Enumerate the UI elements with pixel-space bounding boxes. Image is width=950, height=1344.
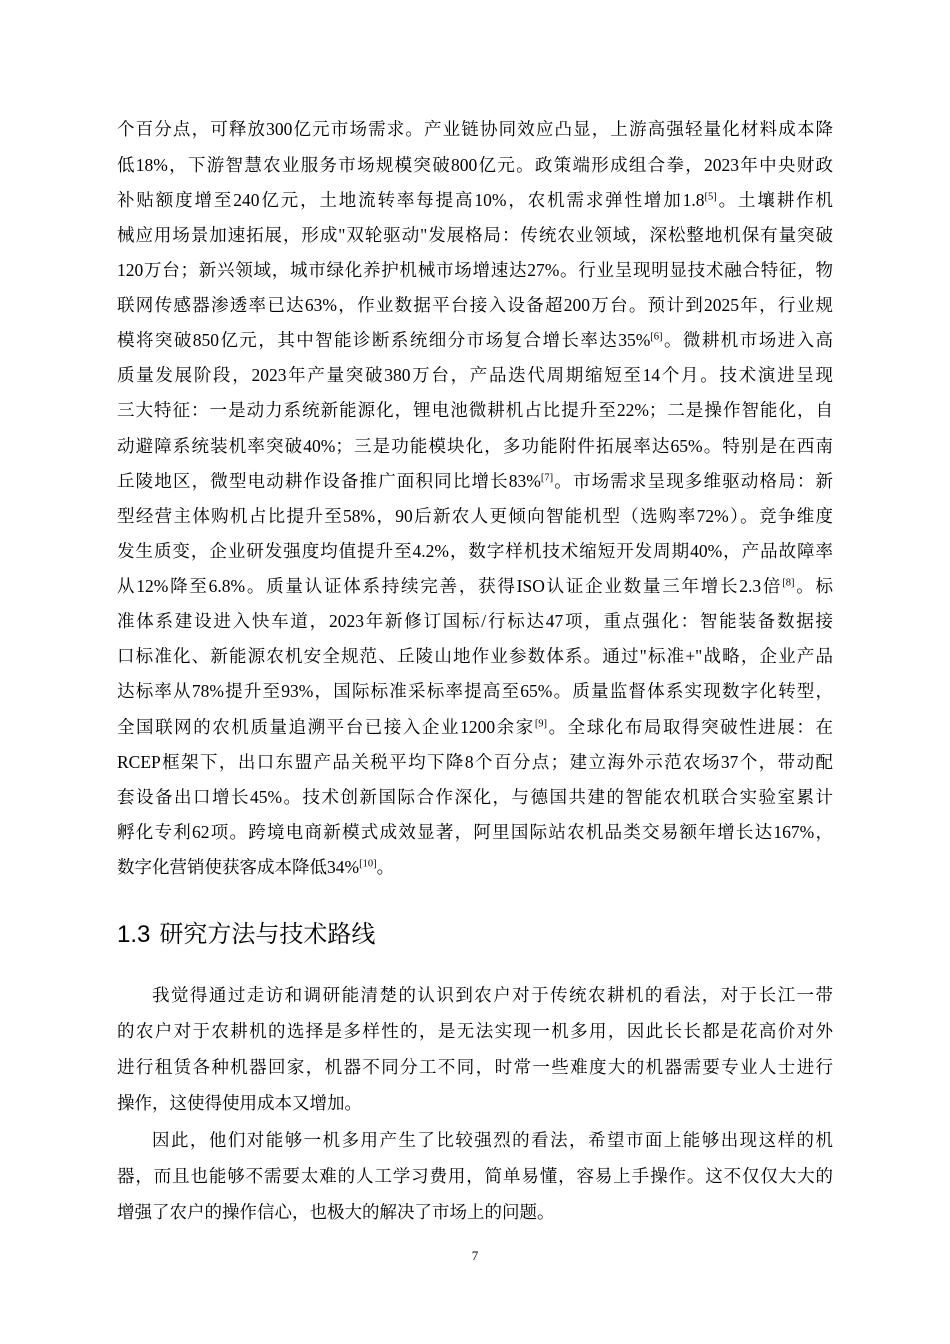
paragraph-line: 械应用场景加速拓展，形成"双轮驱动"发展格局：传统农业领域，深松整地机保有量突破 bbox=[117, 224, 833, 245]
paragraph-line: 器，而且也能够不需要太难的人工学习费用，简单易懂，容易上手操作。这不仅仅大大的 bbox=[117, 1165, 833, 1186]
line-text: 丘陵地区，微型电动耕作设备推广面积同比增长83% bbox=[117, 470, 541, 491]
paragraph-line: 三大特征：一是动力系统新能源化，锂电池微耕机占比提升至22%；二是操作智能化，自 bbox=[117, 400, 833, 421]
line-text: 从12%降至6.8%。质量认证体系持续完善，获得ISO认证企业数量三年增长2.3倍 bbox=[117, 576, 783, 597]
paragraph-line: 低18%，下游智慧农业服务市场规模突破800亿元。政策端形成组合拳，2023年中央财政 bbox=[117, 154, 833, 175]
line-text: 数字化营销使获客成本降低34% bbox=[117, 857, 360, 878]
line-text: 全国联网的农机质量追溯平台已接入企业1200余家 bbox=[117, 716, 535, 737]
line-text: 。全球化布局取得突破性进展：在 bbox=[547, 716, 833, 737]
paragraph-line: 动避障系统装机率突破40%；三是功能模块化，多功能附件拓展率达65%。特别是在西南 bbox=[117, 435, 833, 456]
paragraph-line bbox=[117, 183, 833, 218]
paragraph-line: 120万台；新兴领域，城市绿化养护机械市场增速达27%。行业呈现明显技术融合特征，物 bbox=[117, 259, 833, 280]
line-text: 。微耕机市场进入高 bbox=[662, 330, 834, 351]
paragraph-line bbox=[117, 464, 833, 499]
paragraph-line: 准体系建设进入快车道，2023年新修订国标/行标达47项，重点强化：智能装备数据接 bbox=[117, 611, 833, 632]
paragraph-line: 型经营主体购机占比提升至58%，90后新农人更倾向智能机型（选购率72%）。竞争维度 bbox=[117, 505, 833, 526]
citation-superscript: [6] bbox=[650, 331, 663, 343]
paragraph-line: 质量发展阶段，2023年产量突破380万台，产品迭代周期缩短至14个月。技术演进呈现 bbox=[117, 365, 833, 386]
citation-superscript: [5] bbox=[704, 191, 717, 203]
paragraph-line: 个百分点，可释放300亿元市场需求。产业链协同效应凸显，上游高强轻量化材料成本降 bbox=[117, 119, 833, 140]
page-number: 7 bbox=[471, 1248, 479, 1263]
line-text: 。土壤耕作机 bbox=[716, 189, 834, 210]
paragraph-line: 联网传感器渗透率已达63%，作业数据平台接入设备超200万台。预计到2025年，行业规 bbox=[117, 295, 833, 316]
line-text: 补贴额度增至240亿元，土地流转率每提高10%，农机需求弹性增加1.8 bbox=[117, 189, 705, 210]
paragraph-line: 发生质变，企业研发强度均值提升至4.2%，数字样机技术缩短开发周期40%，产品故障率 bbox=[117, 540, 833, 561]
paragraph-line: 套设备出口增长45%。技术创新国际合作深化，与德国共建的智能农机联合实验室累计 bbox=[117, 786, 833, 807]
paragraph-line: 的农户对于农耕机的选择是多样性的，是无法实现一机多用，因此长长都是花高价对外 bbox=[117, 1021, 833, 1042]
citation-superscript: [8] bbox=[782, 577, 795, 589]
section-number: 1.3 bbox=[117, 921, 151, 948]
paragraph-line: 进行租赁各种机器回家，机器不同分工不同，时常一些难度大的机器需要专业人士进行 bbox=[117, 1057, 833, 1078]
paragraph-line: RCEP框架下，出口东盟产品关税平均下降8个百分点；建立海外示范农场37个，带动配 bbox=[117, 751, 833, 772]
line-text: 。市场需求呈现多维驱动格局：新 bbox=[553, 470, 834, 491]
section-title: 研究方法与技术路线 bbox=[159, 921, 376, 948]
paragraph-line bbox=[117, 323, 833, 358]
citation-superscript: [7] bbox=[540, 472, 554, 484]
citation-superscript: [10] bbox=[359, 858, 377, 870]
paragraph-research-methods bbox=[117, 977, 833, 1230]
line-text: 。标 bbox=[794, 576, 834, 597]
paragraph-line: 口标准化、新能源农机安全规范、丘陵山地作业参数体系。通过"标准+"战略，企业产品 bbox=[117, 646, 833, 667]
paragraph-line: 孵化专利62项。跨境电商新模式成效显著，阿里国际站农机品类交易额年增长达167%， bbox=[117, 821, 833, 842]
paragraph-line bbox=[117, 710, 833, 745]
line-text: 。 bbox=[376, 857, 395, 878]
paragraph-line bbox=[117, 850, 833, 885]
paragraph-line: 操作，这使得使用成本又增加。 bbox=[117, 1093, 362, 1114]
line-text: 模将突破850亿元，其中智能诊断系统细分市场复合增长率达35% bbox=[117, 330, 651, 351]
citation-superscript: [9] bbox=[534, 718, 548, 730]
paragraph-market-analysis bbox=[117, 112, 833, 885]
paragraph-line: 我觉得通过走访和调研能清楚的认识到农户对于传统农耕机的看法，对于长江一带 bbox=[152, 984, 833, 1005]
section-heading bbox=[117, 917, 375, 953]
paragraph-line: 增强了农户的操作信心，也极大的解决了市场上的问题。 bbox=[117, 1202, 555, 1223]
paragraph-line: 因此，他们对能够一机多用产生了比较强烈的看法，希望市面上能够出现这样的机 bbox=[152, 1129, 833, 1150]
paragraph-line bbox=[117, 569, 833, 604]
paragraph-line: 达标率从78%提升至93%，国际标准采标率提高至65%。质量监督体系实现数字化转型， bbox=[117, 681, 833, 702]
